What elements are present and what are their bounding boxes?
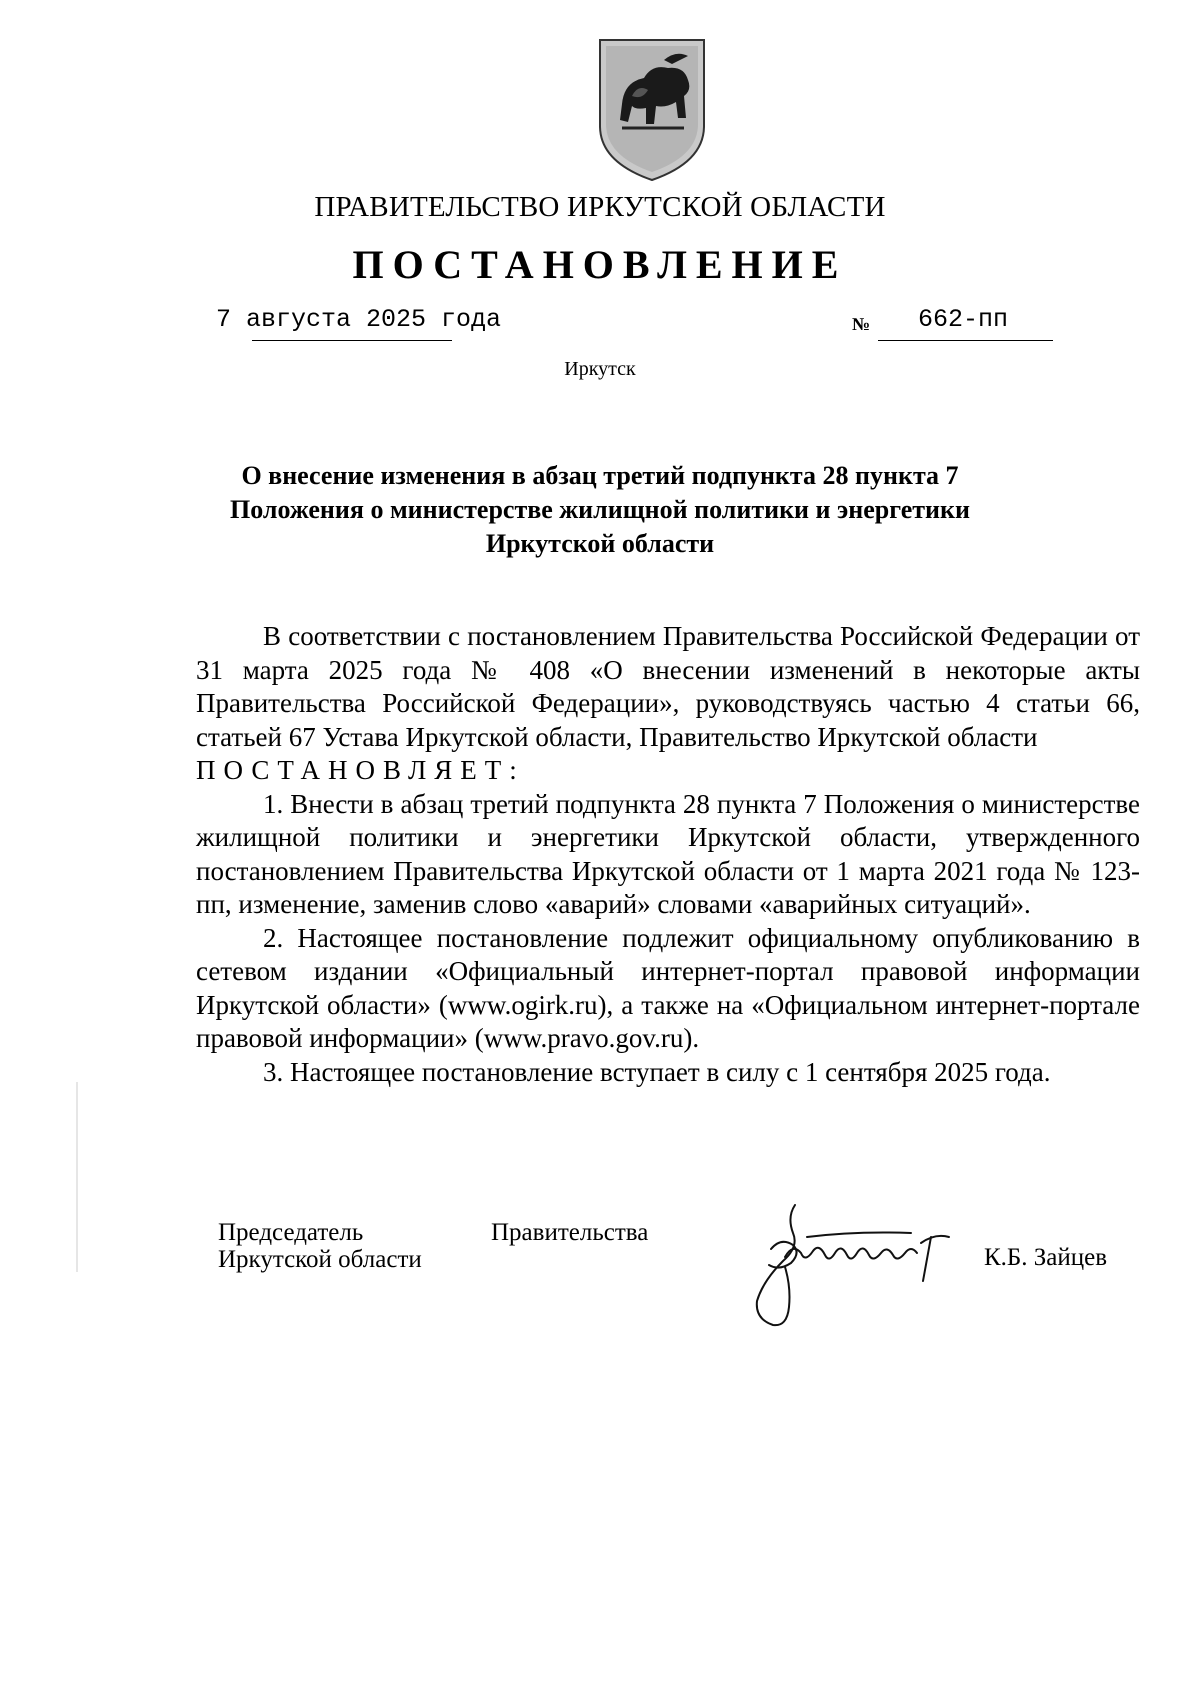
position-line: Председатель — [218, 1219, 364, 1246]
signer-name: К.Б. Зайцев — [984, 1244, 1108, 1271]
position-word: Правительства — [491, 1219, 649, 1246]
signatory-position — [218, 1219, 422, 1273]
document-type-title: ПОСТАНОВЛЕНИЕ — [352, 242, 848, 287]
document-date: 7 августа 2025 года — [216, 305, 502, 334]
item-paragraph-2: 2. Настоящее постановление подлежит официальному опубликованию в сетевом издании «Официальный интернет-портал правовой информации Иркутской области» (www.ogirk.ru), а также на «Официальном интернет-портале правовой информации» (www.pravo.gov.ru). — [196, 922, 1140, 1053]
document-number: 662-пп — [918, 305, 1009, 334]
document-subject-title — [200, 459, 1000, 561]
resolution-command: ПОСТАНОВЛЯЕТ: — [196, 755, 525, 785]
preamble-paragraph: В соответствии с постановлением Правительства Российской Федерации от 31 марта 2025 года № 408 «О внесении изменений в некоторые акты Правительства Российской Федерации», руководствуясь частью 4 статьи 66, статьей 67 Устава Иркутской области, Правительство Иркутской области — [196, 621, 1140, 752]
date-underline — [252, 340, 452, 341]
item-paragraph-3: 3. Настоящее постановление вступает в силу с 1 сентября 2025 года. — [263, 1056, 1051, 1087]
title-line: О внесение изменения в абзац третий подпункта 28 пункта 7 — [241, 461, 959, 490]
government-name: ПРАВИТЕЛЬСТВО ИРКУТСКОЙ ОБЛАСТИ — [314, 191, 886, 223]
document-body — [196, 620, 1140, 1089]
document-city: Иркутск — [564, 358, 636, 380]
scan-margin-mark — [76, 1082, 78, 1272]
number-sign: № — [852, 314, 871, 334]
item-paragraph-1: 1. Внести в абзац третий подпункта 28 пункта 7 Положения о министерстве жилищной политики и энергетики Иркутской области, утвержденного постановлением Правительства Иркутской области от 1 марта 2021 года № 123-пп, изменение, заменив слово «аварий» словами «аварийных ситуаций». — [196, 788, 1140, 919]
number-underline — [878, 340, 1053, 341]
handwritten-signature — [735, 1197, 975, 1327]
title-line: Положения о министерстве жилищной политики и энергетики — [230, 495, 970, 524]
position-line: Иркутской области — [218, 1246, 422, 1273]
irkutsk-coat-of-arms-icon — [592, 34, 712, 184]
title-line: Иркутской области — [485, 529, 715, 558]
